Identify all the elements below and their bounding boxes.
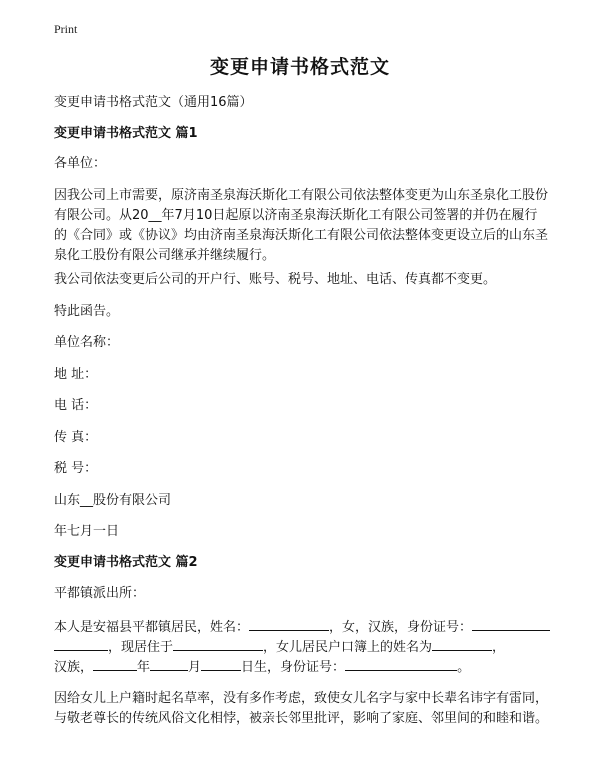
section-1-paragraph-2: 我公司依法变更后公司的开户行、账号、税号、地址、电话、传真都不变更。 — [54, 272, 497, 287]
document-title: 变更申请书格式范文 — [209, 56, 390, 78]
daughter-name-blank — [432, 637, 492, 651]
address-label: 地 址： — [54, 367, 98, 382]
section-2-paragraph: 因给女儿上户籍时起名草率，没有多作考虑，致使女儿名字与家中长辈名讳字有雷同，与敬老尊长的传统风俗文化相悖，被亲长邻里批评，影响了家庭、邻里间的和睦和谐。 — [54, 691, 549, 726]
document-date: 年七月一日 — [54, 524, 120, 539]
name-blank — [249, 617, 329, 631]
print-link[interactable]: Print — [54, 22, 78, 36]
section-2-heading: 变更申请书格式范文 篇2 — [54, 555, 198, 570]
form-line-3: 汉族， 年 月 日生，身份证号： 。 — [54, 657, 550, 678]
fax-label: 传 真： — [54, 430, 98, 445]
birth-day-blank — [201, 657, 241, 671]
unit-name-label: 单位名称： — [54, 335, 120, 350]
tax-number-label: 税 号： — [54, 461, 98, 476]
form-line-1: 本人是安福县平都镇居民，姓名： ，女，汉族，身份证号： — [54, 617, 550, 638]
phone-label: 电 话： — [54, 398, 98, 413]
document-subtitle: 变更申请书格式范文（通用16篇） — [54, 95, 253, 110]
section-2-salutation: 平都镇派出所： — [54, 586, 146, 601]
section-1-salutation: 各单位： — [54, 156, 107, 171]
birth-month-blank — [150, 657, 188, 671]
section-1-heading: 变更申请书格式范文 篇1 — [54, 126, 198, 141]
residence-blank — [173, 637, 263, 651]
birth-year-blank — [93, 657, 137, 671]
id-number-blank — [472, 617, 550, 631]
section-1-notice: 特此函告。 — [54, 304, 120, 319]
daughter-id-blank — [345, 657, 457, 671]
form-line-2: ，现居住于 ，女儿居民户口簿上的姓名为 ， — [54, 637, 550, 658]
section-1-paragraph-1: 因我公司上市需要，原济南圣泉海沃斯化工有限公司依法整体变更为山东圣泉化工股份有限公司。从20__年7月10日起原以济南圣泉海沃斯化工有限公司签署的并仍在履行的《合同》或《协议》均由济南圣泉海沃斯化工有限公司依法整体变更设立后的山东圣泉化工股份有限公司继承并继续履行。 — [54, 188, 549, 263]
id-number-blank-cont — [54, 637, 108, 651]
company-name: 山东__股份有限公司 — [54, 493, 172, 508]
